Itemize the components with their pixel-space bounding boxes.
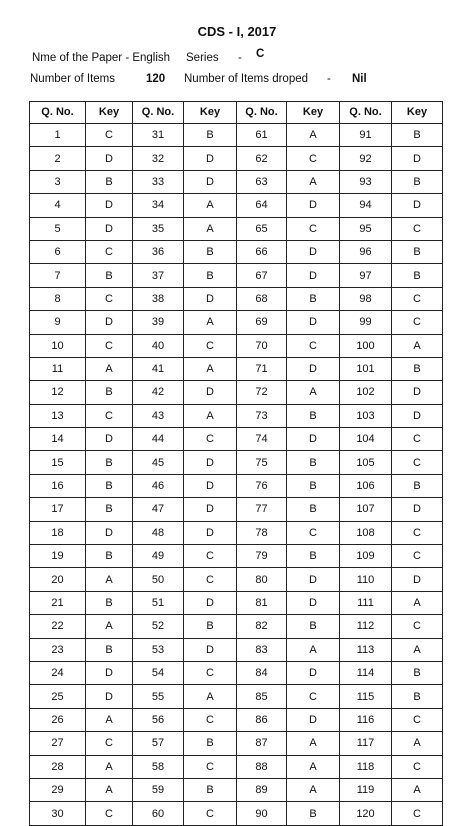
answer-key-cell: D bbox=[287, 591, 340, 614]
question-number-cell: 17 bbox=[30, 498, 86, 521]
table-row bbox=[30, 147, 443, 170]
answer-key-cell: C bbox=[86, 802, 133, 825]
question-number-cell: 33 bbox=[133, 170, 184, 193]
paper-name-label: Nme of the Paper - English bbox=[32, 52, 171, 64]
question-number-cell: 87 bbox=[237, 732, 287, 755]
question-number-cell: 7 bbox=[30, 264, 86, 287]
answer-key-body bbox=[30, 124, 443, 826]
question-number-cell: 100 bbox=[340, 334, 392, 357]
table-row bbox=[30, 404, 443, 427]
answer-key-cell: B bbox=[86, 474, 133, 497]
question-number-cell: 95 bbox=[340, 217, 392, 240]
answer-key-cell: C bbox=[392, 217, 443, 240]
question-number-cell: 55 bbox=[133, 685, 184, 708]
column-header: Q. No. bbox=[30, 102, 86, 124]
answer-key-cell: A bbox=[287, 638, 340, 661]
question-number-cell: 111 bbox=[340, 591, 392, 614]
answer-key-cell: D bbox=[184, 170, 237, 193]
answer-key-cell: B bbox=[287, 474, 340, 497]
question-number-cell: 36 bbox=[133, 240, 184, 263]
answer-key-cell: B bbox=[392, 264, 443, 287]
question-number-cell: 54 bbox=[133, 661, 184, 684]
question-number-cell: 13 bbox=[30, 404, 86, 427]
table-row bbox=[30, 311, 443, 334]
answer-key-cell: B bbox=[184, 240, 237, 263]
table-row bbox=[30, 498, 443, 521]
table-row bbox=[30, 778, 443, 801]
answer-key-cell: D bbox=[287, 240, 340, 263]
question-number-cell: 40 bbox=[133, 334, 184, 357]
question-number-cell: 22 bbox=[30, 615, 86, 638]
answer-key-cell: B bbox=[184, 124, 237, 147]
answer-key-cell: C bbox=[86, 287, 133, 310]
answer-key-cell: B bbox=[86, 170, 133, 193]
answer-key-cell: B bbox=[392, 124, 443, 147]
question-number-cell: 27 bbox=[30, 732, 86, 755]
answer-key-cell: D bbox=[184, 638, 237, 661]
question-number-cell: 96 bbox=[340, 240, 392, 263]
table-row bbox=[30, 334, 443, 357]
column-header: Q. No. bbox=[340, 102, 392, 124]
answer-key-cell: C bbox=[184, 802, 237, 825]
question-number-cell: 63 bbox=[237, 170, 287, 193]
answer-key-cell: A bbox=[392, 732, 443, 755]
question-number-cell: 116 bbox=[340, 708, 392, 731]
question-number-cell: 74 bbox=[237, 428, 287, 451]
question-number-cell: 65 bbox=[237, 217, 287, 240]
answer-key-table bbox=[29, 101, 443, 826]
question-number-cell: 70 bbox=[237, 334, 287, 357]
question-number-cell: 1 bbox=[30, 124, 86, 147]
table-row bbox=[30, 170, 443, 193]
answer-key-cell: A bbox=[287, 732, 340, 755]
table-row bbox=[30, 638, 443, 661]
table-row bbox=[30, 428, 443, 451]
answer-key-cell: B bbox=[184, 615, 237, 638]
answer-key-cell: A bbox=[86, 778, 133, 801]
answer-key-cell: D bbox=[86, 217, 133, 240]
answer-key-cell: B bbox=[287, 287, 340, 310]
question-number-cell: 109 bbox=[340, 545, 392, 568]
table-row bbox=[30, 685, 443, 708]
question-number-cell: 6 bbox=[30, 240, 86, 263]
question-number-cell: 35 bbox=[133, 217, 184, 240]
answer-key-cell: B bbox=[86, 381, 133, 404]
answer-key-cell: B bbox=[86, 264, 133, 287]
question-number-cell: 72 bbox=[237, 381, 287, 404]
question-number-cell: 48 bbox=[133, 521, 184, 544]
question-number-cell: 62 bbox=[237, 147, 287, 170]
question-number-cell: 59 bbox=[133, 778, 184, 801]
question-number-cell: 18 bbox=[30, 521, 86, 544]
answer-key-cell: D bbox=[287, 708, 340, 731]
question-number-cell: 8 bbox=[30, 287, 86, 310]
column-header: Q. No. bbox=[133, 102, 184, 124]
answer-key-cell: D bbox=[184, 147, 237, 170]
answer-key-cell: B bbox=[86, 638, 133, 661]
table-header-row bbox=[30, 102, 443, 124]
answer-key-cell: D bbox=[392, 194, 443, 217]
answer-key-cell: C bbox=[86, 240, 133, 263]
series-value: C bbox=[256, 48, 265, 60]
table-row bbox=[30, 661, 443, 684]
answer-key-cell: C bbox=[184, 334, 237, 357]
question-number-cell: 117 bbox=[340, 732, 392, 755]
question-number-cell: 31 bbox=[133, 124, 184, 147]
answer-key-cell: B bbox=[392, 474, 443, 497]
answer-key-cell: D bbox=[392, 568, 443, 591]
question-number-cell: 101 bbox=[340, 357, 392, 380]
answer-key-cell: B bbox=[392, 170, 443, 193]
answer-key-cell: D bbox=[392, 381, 443, 404]
answer-key-cell: C bbox=[86, 124, 133, 147]
answer-key-cell: D bbox=[287, 357, 340, 380]
table-row bbox=[30, 732, 443, 755]
question-number-cell: 68 bbox=[237, 287, 287, 310]
answer-key-cell: B bbox=[392, 661, 443, 684]
question-number-cell: 99 bbox=[340, 311, 392, 334]
question-number-cell: 118 bbox=[340, 755, 392, 778]
table-row bbox=[30, 568, 443, 591]
question-number-cell: 90 bbox=[237, 802, 287, 825]
table-row bbox=[30, 451, 443, 474]
question-number-cell: 26 bbox=[30, 708, 86, 731]
column-header: Key bbox=[392, 102, 443, 124]
answer-key-cell: D bbox=[287, 428, 340, 451]
table-row bbox=[30, 708, 443, 731]
question-number-cell: 44 bbox=[133, 428, 184, 451]
answer-key-cell: C bbox=[184, 568, 237, 591]
answer-key-cell: A bbox=[392, 638, 443, 661]
answer-key-cell: A bbox=[184, 685, 237, 708]
question-number-cell: 73 bbox=[237, 404, 287, 427]
answer-key-cell: D bbox=[392, 498, 443, 521]
question-number-cell: 58 bbox=[133, 755, 184, 778]
question-number-cell: 108 bbox=[340, 521, 392, 544]
question-number-cell: 91 bbox=[340, 124, 392, 147]
question-number-cell: 32 bbox=[133, 147, 184, 170]
table-row bbox=[30, 357, 443, 380]
answer-key-cell: B bbox=[86, 498, 133, 521]
answer-key-cell: D bbox=[86, 661, 133, 684]
question-number-cell: 30 bbox=[30, 802, 86, 825]
answer-key-cell: D bbox=[184, 381, 237, 404]
answer-key-cell: C bbox=[184, 545, 237, 568]
question-number-cell: 56 bbox=[133, 708, 184, 731]
question-number-cell: 81 bbox=[237, 591, 287, 614]
question-number-cell: 23 bbox=[30, 638, 86, 661]
question-number-cell: 77 bbox=[237, 498, 287, 521]
answer-key-cell: A bbox=[287, 381, 340, 404]
question-number-cell: 41 bbox=[133, 357, 184, 380]
question-number-cell: 11 bbox=[30, 357, 86, 380]
question-number-cell: 69 bbox=[237, 311, 287, 334]
table-row bbox=[30, 755, 443, 778]
question-number-cell: 115 bbox=[340, 685, 392, 708]
question-number-cell: 38 bbox=[133, 287, 184, 310]
answer-key-cell: A bbox=[86, 755, 133, 778]
question-number-cell: 15 bbox=[30, 451, 86, 474]
table-row bbox=[30, 545, 443, 568]
question-number-cell: 112 bbox=[340, 615, 392, 638]
answer-key-cell: A bbox=[392, 334, 443, 357]
question-number-cell: 20 bbox=[30, 568, 86, 591]
series-label: Series bbox=[186, 52, 219, 64]
question-number-cell: 97 bbox=[340, 264, 392, 287]
question-number-cell: 98 bbox=[340, 287, 392, 310]
question-number-cell: 103 bbox=[340, 404, 392, 427]
answer-key-cell: D bbox=[184, 591, 237, 614]
question-number-cell: 71 bbox=[237, 357, 287, 380]
answer-key-cell: A bbox=[184, 217, 237, 240]
answer-key-cell: C bbox=[287, 521, 340, 544]
question-number-cell: 34 bbox=[133, 194, 184, 217]
question-number-cell: 19 bbox=[30, 545, 86, 568]
answer-key-cell: A bbox=[392, 591, 443, 614]
answer-key-cell: B bbox=[392, 240, 443, 263]
column-header: Key bbox=[287, 102, 340, 124]
table-row bbox=[30, 591, 443, 614]
items-count-value: 120 bbox=[146, 73, 166, 85]
answer-key-cell: C bbox=[392, 802, 443, 825]
question-number-cell: 61 bbox=[237, 124, 287, 147]
items-dropped-value: Nil bbox=[352, 73, 367, 85]
answer-key-cell: B bbox=[86, 591, 133, 614]
question-number-cell: 60 bbox=[133, 802, 184, 825]
column-header: Key bbox=[184, 102, 237, 124]
answer-key-cell: D bbox=[287, 311, 340, 334]
question-number-cell: 51 bbox=[133, 591, 184, 614]
question-number-cell: 102 bbox=[340, 381, 392, 404]
question-number-cell: 5 bbox=[30, 217, 86, 240]
table-row bbox=[30, 264, 443, 287]
question-number-cell: 43 bbox=[133, 404, 184, 427]
answer-key-cell: B bbox=[392, 357, 443, 380]
answer-key-cell: B bbox=[287, 802, 340, 825]
answer-key-cell: C bbox=[392, 287, 443, 310]
table-row bbox=[30, 194, 443, 217]
answer-key-cell: D bbox=[184, 287, 237, 310]
question-number-cell: 75 bbox=[237, 451, 287, 474]
table-row bbox=[30, 240, 443, 263]
answer-key-cell: D bbox=[86, 685, 133, 708]
question-number-cell: 78 bbox=[237, 521, 287, 544]
document-title: CDS - I, 2017 bbox=[197, 24, 277, 39]
answer-key-cell: A bbox=[86, 615, 133, 638]
question-number-cell: 47 bbox=[133, 498, 184, 521]
column-header: Q. No. bbox=[237, 102, 287, 124]
answer-key-cell: B bbox=[287, 545, 340, 568]
answer-key-cell: D bbox=[86, 311, 133, 334]
answer-key-cell: C bbox=[184, 661, 237, 684]
table-row bbox=[30, 521, 443, 544]
question-number-cell: 94 bbox=[340, 194, 392, 217]
answer-key-cell: C bbox=[184, 428, 237, 451]
question-number-cell: 37 bbox=[133, 264, 184, 287]
question-number-cell: 83 bbox=[237, 638, 287, 661]
question-number-cell: 45 bbox=[133, 451, 184, 474]
answer-key-cell: D bbox=[392, 147, 443, 170]
answer-key-cell: A bbox=[184, 311, 237, 334]
question-number-cell: 10 bbox=[30, 334, 86, 357]
table-row bbox=[30, 287, 443, 310]
question-number-cell: 64 bbox=[237, 194, 287, 217]
question-number-cell: 107 bbox=[340, 498, 392, 521]
answer-key-cell: B bbox=[287, 404, 340, 427]
question-number-cell: 24 bbox=[30, 661, 86, 684]
answer-key-cell: C bbox=[392, 521, 443, 544]
answer-key-cell: D bbox=[287, 661, 340, 684]
answer-key-cell: D bbox=[287, 194, 340, 217]
table-row bbox=[30, 615, 443, 638]
answer-key-cell: A bbox=[287, 124, 340, 147]
items-dropped-separator: - bbox=[327, 73, 331, 85]
table-row bbox=[30, 217, 443, 240]
answer-key-cell: C bbox=[287, 685, 340, 708]
question-number-cell: 104 bbox=[340, 428, 392, 451]
items-dropped-label: Number of Items droped bbox=[184, 73, 309, 85]
question-number-cell: 88 bbox=[237, 755, 287, 778]
answer-key-cell: B bbox=[86, 451, 133, 474]
answer-key-cell: C bbox=[86, 334, 133, 357]
question-number-cell: 82 bbox=[237, 615, 287, 638]
answer-key-cell: A bbox=[86, 708, 133, 731]
table-row bbox=[30, 381, 443, 404]
answer-key-cell: D bbox=[86, 521, 133, 544]
question-number-cell: 79 bbox=[237, 545, 287, 568]
question-number-cell: 4 bbox=[30, 194, 86, 217]
answer-key-cell: C bbox=[86, 732, 133, 755]
answer-key-cell: B bbox=[392, 685, 443, 708]
question-number-cell: 16 bbox=[30, 474, 86, 497]
question-number-cell: 21 bbox=[30, 591, 86, 614]
question-number-cell: 86 bbox=[237, 708, 287, 731]
answer-key-cell: A bbox=[287, 778, 340, 801]
answer-key-cell: D bbox=[392, 404, 443, 427]
answer-key-cell: D bbox=[86, 147, 133, 170]
question-number-cell: 119 bbox=[340, 778, 392, 801]
question-number-cell: 120 bbox=[340, 802, 392, 825]
series-separator: - bbox=[238, 52, 242, 64]
answer-key-cell: D bbox=[184, 498, 237, 521]
answer-key-cell: B bbox=[184, 732, 237, 755]
answer-key-cell: C bbox=[392, 311, 443, 334]
answer-key-cell: D bbox=[184, 474, 237, 497]
items-count-label: Number of Items bbox=[30, 73, 115, 85]
answer-key-cell: D bbox=[86, 428, 133, 451]
table-row bbox=[30, 802, 443, 825]
question-number-cell: 2 bbox=[30, 147, 86, 170]
question-number-cell: 46 bbox=[133, 474, 184, 497]
answer-key-cell: C bbox=[392, 708, 443, 731]
answer-key-cell: C bbox=[287, 217, 340, 240]
answer-key-cell: A bbox=[392, 778, 443, 801]
answer-key-cell: A bbox=[287, 170, 340, 193]
answer-key-cell: C bbox=[184, 708, 237, 731]
question-number-cell: 50 bbox=[133, 568, 184, 591]
question-number-cell: 49 bbox=[133, 545, 184, 568]
answer-key-cell: A bbox=[184, 194, 237, 217]
answer-key-cell: D bbox=[287, 264, 340, 287]
question-number-cell: 113 bbox=[340, 638, 392, 661]
question-number-cell: 110 bbox=[340, 568, 392, 591]
answer-key-cell: B bbox=[287, 451, 340, 474]
answer-key-cell: C bbox=[392, 428, 443, 451]
question-number-cell: 14 bbox=[30, 428, 86, 451]
question-number-cell: 114 bbox=[340, 661, 392, 684]
answer-key-cell: A bbox=[184, 357, 237, 380]
question-number-cell: 29 bbox=[30, 778, 86, 801]
question-number-cell: 25 bbox=[30, 685, 86, 708]
table-row bbox=[30, 124, 443, 147]
question-number-cell: 67 bbox=[237, 264, 287, 287]
question-number-cell: 92 bbox=[340, 147, 392, 170]
question-number-cell: 106 bbox=[340, 474, 392, 497]
question-number-cell: 9 bbox=[30, 311, 86, 334]
answer-key-cell: C bbox=[392, 755, 443, 778]
answer-key-cell: D bbox=[287, 568, 340, 591]
answer-key-cell: B bbox=[287, 498, 340, 521]
question-number-cell: 93 bbox=[340, 170, 392, 193]
answer-key-cell: D bbox=[184, 451, 237, 474]
answer-key-cell: C bbox=[392, 451, 443, 474]
answer-key-cell: A bbox=[86, 568, 133, 591]
answer-key-cell: C bbox=[86, 404, 133, 427]
question-number-cell: 84 bbox=[237, 661, 287, 684]
answer-key-cell: A bbox=[86, 357, 133, 380]
answer-key-cell: D bbox=[86, 194, 133, 217]
answer-key-cell: B bbox=[287, 615, 340, 638]
answer-key-cell: B bbox=[184, 778, 237, 801]
answer-key-cell: A bbox=[184, 404, 237, 427]
answer-key-cell: B bbox=[86, 545, 133, 568]
question-number-cell: 12 bbox=[30, 381, 86, 404]
answer-key-cell: C bbox=[392, 545, 443, 568]
question-number-cell: 53 bbox=[133, 638, 184, 661]
question-number-cell: 66 bbox=[237, 240, 287, 263]
question-number-cell: 52 bbox=[133, 615, 184, 638]
question-number-cell: 28 bbox=[30, 755, 86, 778]
answer-key-cell: D bbox=[184, 521, 237, 544]
question-number-cell: 39 bbox=[133, 311, 184, 334]
question-number-cell: 3 bbox=[30, 170, 86, 193]
question-number-cell: 57 bbox=[133, 732, 184, 755]
question-number-cell: 85 bbox=[237, 685, 287, 708]
answer-key-cell: C bbox=[184, 755, 237, 778]
table-row bbox=[30, 474, 443, 497]
question-number-cell: 80 bbox=[237, 568, 287, 591]
answer-key-cell: C bbox=[392, 615, 443, 638]
answer-key-cell: B bbox=[184, 264, 237, 287]
question-number-cell: 105 bbox=[340, 451, 392, 474]
column-header: Key bbox=[86, 102, 133, 124]
question-number-cell: 89 bbox=[237, 778, 287, 801]
answer-key-cell: A bbox=[287, 755, 340, 778]
answer-key-cell: C bbox=[287, 147, 340, 170]
answer-key-cell: C bbox=[287, 334, 340, 357]
question-number-cell: 76 bbox=[237, 474, 287, 497]
question-number-cell: 42 bbox=[133, 381, 184, 404]
